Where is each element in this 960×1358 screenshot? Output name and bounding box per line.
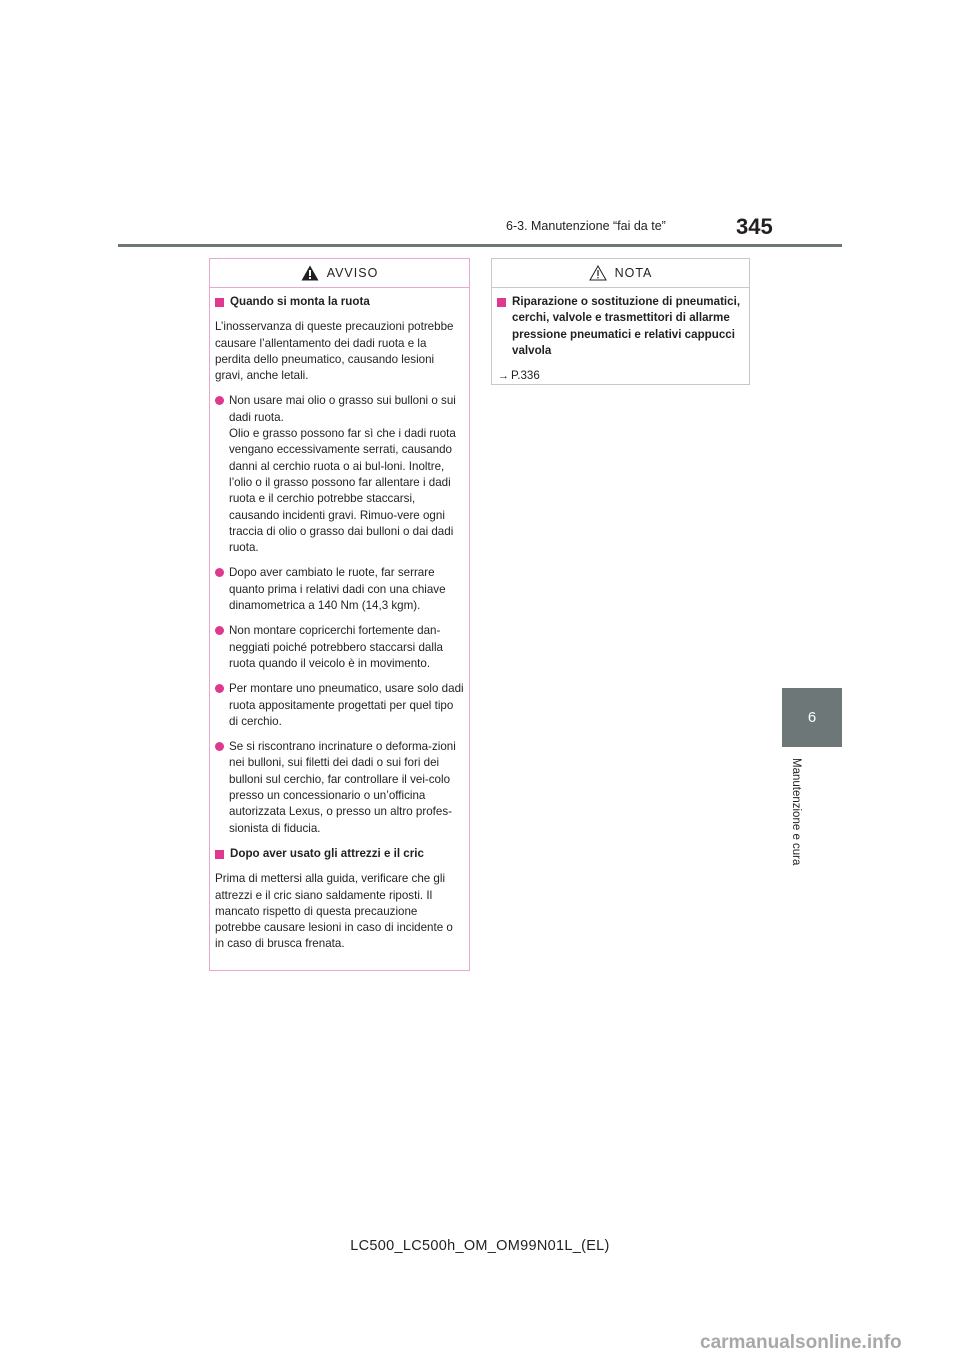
chapter-title: Manutenzione e cura: [790, 758, 802, 866]
manual-code: LC500_LC500h_OM_OM99N01L_(EL): [350, 1238, 610, 1254]
chapter-number: 6: [807, 709, 817, 726]
watermark: carmanualsonline.info: [700, 1332, 902, 1353]
list-item: Per montare uno pneumatico, usare solo dadi ruota appositamente progettati per quel tipo di cerchio.: [215, 681, 464, 730]
header-rule: [118, 244, 842, 247]
note-body: [492, 288, 749, 384]
warning-triangle-icon: [301, 265, 319, 281]
warning-section-heading: Dopo aver usato gli attrezzi e il cric: [215, 846, 464, 862]
page-reference-link[interactable]: → P.336: [498, 368, 744, 384]
warning-box: [209, 258, 470, 971]
list-item: Non montare copricerchi fortemente dan-neggiati poiché potrebbero staccarsi dalla ruota quando il veicolo è in movimento.: [215, 623, 464, 672]
list-item: Non usare mai olio o grasso sui bulloni o sui dadi ruota. Olio e grasso possono far sì che i dadi ruota vengano eccessivamente serrati, causando danni al cerchio ruota o ai bul-loni. Inoltre, l’olio o il grasso possono far allentare i dadi ruota e il cerchio potrebbe staccarsi, causando incidenti gravi. Rimuo-vere ogni traccia di olio o grasso dai bulloni o dai dadi ruota.: [215, 393, 464, 556]
note-heading: Riparazione o sostituzione di pneumatici, cerchi, valvole e trasmettitori di allarme pressione pneumatici e relativi cappucci valvola: [497, 294, 744, 359]
circle-bullet-icon: [215, 568, 224, 577]
note-header: [492, 259, 749, 288]
circle-bullet-icon: [215, 742, 224, 751]
warning-section-intro: Prima di mettersi alla guida, verificare che gli attrezzi e il cric siano saldamente riposti. Il mancato rispetto di questa precauzione potrebbe causare lesioni in caso di incidente o in caso di brusca frenata.: [215, 872, 453, 951]
warning-section-heading: Quando si monta la ruota: [215, 294, 464, 310]
note-box: [491, 258, 750, 385]
warning-header: [210, 259, 469, 288]
chapter-tab[interactable]: [782, 688, 842, 747]
square-bullet-icon: [215, 850, 224, 859]
section-title: 6-3. Manutenzione “fai da te”: [506, 219, 666, 233]
circle-bullet-icon: [215, 684, 224, 693]
notice-triangle-icon: [589, 265, 607, 281]
list-item: Se si riscontrano incrinature o deforma-zioni nei bulloni, sui filetti dei dadi o sui fori dei bulloni sul cerchio, far controllare il vei-colo presso un concessionario o un’officina autorizzata Lexus, o presso un altro profes-sionista di fiducia.: [215, 739, 464, 837]
list-item: Dopo aver cambiato le ruote, far serrare quanto prima i relativi dadi con una chiave dinamometrica a 140 Nm (14,3 kgm).: [215, 565, 464, 614]
warning-body: [210, 288, 469, 953]
page-number: 345: [736, 214, 773, 239]
circle-bullet-icon: [215, 626, 224, 635]
arrow-right-icon: →: [498, 370, 509, 383]
square-bullet-icon: [215, 298, 224, 307]
circle-bullet-icon: [215, 396, 224, 405]
note-title: NOTA: [614, 266, 653, 280]
warning-title: AVVISO: [326, 266, 379, 280]
square-bullet-icon: [497, 298, 506, 307]
warning-section-intro: L’inosservanza di queste precauzioni potrebbe causare l’allentamento dei dadi ruota e la perdita dello pneumatico, causando lesioni gravi, anche letali.: [215, 320, 454, 383]
